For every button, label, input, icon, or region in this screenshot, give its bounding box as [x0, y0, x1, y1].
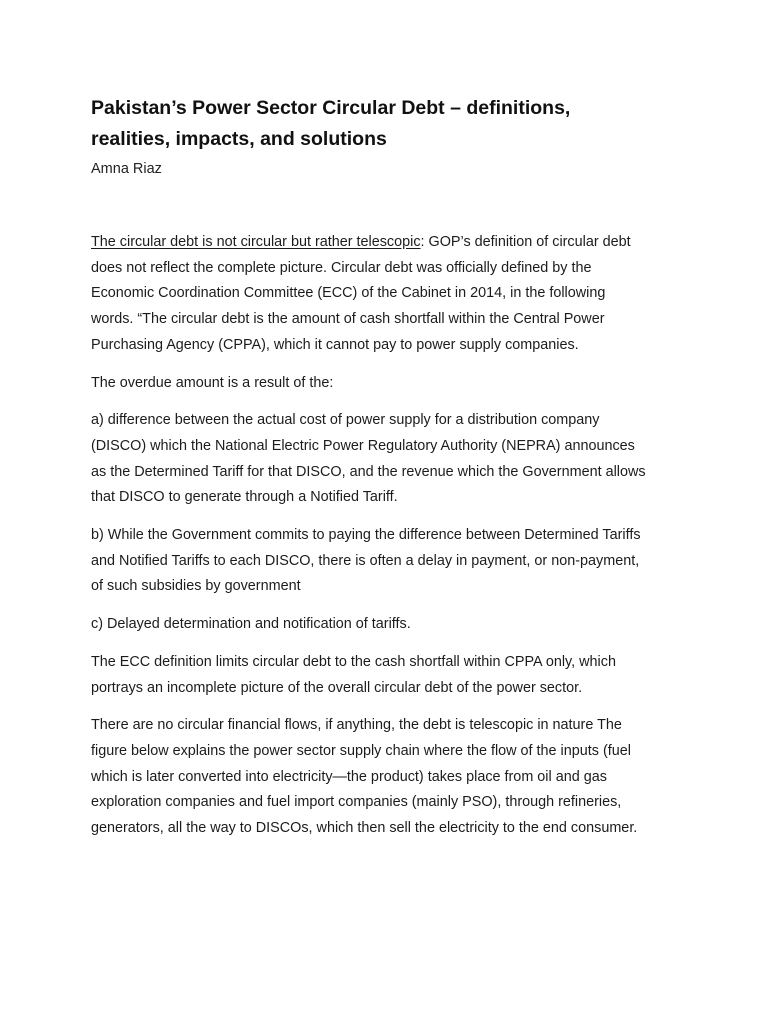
paragraph-circular-debt-definition — [91, 230, 651, 359]
document-title: Pakistan’s Power Sector Circular Debt – definitions, realities, impacts, and solutions — [91, 97, 571, 150]
paragraph-item-c: c) Delayed determination and notification of tariffs. — [91, 616, 411, 633]
paragraph-telescopic-nature: There are no circular financial flows, if anything, the debt is telescopic in nature The figure below explains the power sector supply chain where the flow of the inputs (fuel which is later converted into electricity—the product) takes place from oil and gas exploration companies and fuel import companies (mainly PSO), through refineries, generators, all the way to DISCOs, which then sell the electricity to the end consumer. — [91, 717, 638, 837]
paragraph-lead-heading: The circular debt is not circular but rather telescopic — [91, 234, 421, 250]
paragraph-item-b: b) While the Government commits to paying the difference between Determined Tariffs and Notified Tariffs to each DISCO, there is often a delay in payment, or non-payment, of such subsidies by government — [91, 527, 641, 595]
paragraph-ecc-definition: The ECC definition limits circular debt to the cash shortfall within CPPA only, which portrays an incomplete picture of the overall circular debt of the power sector. — [91, 653, 616, 696]
paragraph-overdue-amount: The overdue amount is a result of the: — [91, 374, 334, 391]
document-body — [91, 93, 651, 854]
document-author: Amna Riaz — [91, 161, 162, 177]
paragraph-item-a: a) difference between the actual cost of power supply for a distribution company (DISCO) which the National Electric Power Regulatory Authority (NEPRA) announces as the Determined Tariff for that DISCO, and the revenue which the Government allows that DISCO to generate through a Notified Tariff. — [91, 412, 646, 506]
paragraph-text: : GOP’s definition of circular debt does not reflect the complete picture. Circular debt was officially defined by the Economic Coordination Committee (ECC) of the Cabinet in 2014, in the following words. “The circular debt is the amount of cash shortfall within the Central Power Purchasing Agency (CPPA), which it cannot pay to power supply companies. — [91, 234, 631, 353]
